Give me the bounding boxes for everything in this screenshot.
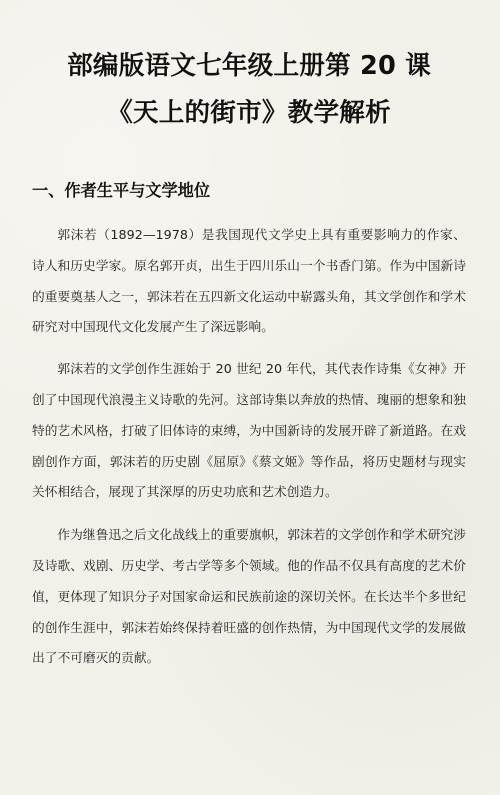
title-line-1: 部编版语文七年级上册第 20 课 xyxy=(67,51,431,81)
paragraph-1: 郭沫若（1892—1978）是我国现代文学史上具有重要影响力的作家、诗人和历史学家。原名郭开贞，出生于四川乐山一个书香门第。作为中国新诗的重要奠基人之一，郭沫若在五四新文化运动中崭露头角，其文学创作和学术研究对中国现代文化发展产生了深远影响。 xyxy=(32,227,466,335)
paragraph-2: 郭沫若的文学创作生涯始于 20 世纪 20 年代，其代表作诗集《女神》开创了中国现代浪漫主义诗歌的先河。这部诗集以奔放的热情、瑰丽的想象和独特的艺术风格，打破了旧体诗的束缚，为中国新诗的发展开辟了新道路。在戏剧创作方面，郭沫若的历史剧《屈原》《蔡文姬》等作品，将历史题材与现实关怀相结合，展现了其深厚的历史功底和艺术创造力。 xyxy=(32,361,466,500)
document-title xyxy=(32,43,466,137)
section-heading-author: 一、作者生平与文学地位 xyxy=(32,181,211,200)
paragraph-3: 作为继鲁迅之后文化战线上的重要旗帜，郭沫若的文学创作和学术研究涉及诗歌、戏剧、历史学、考古学等多个领域。他的作品不仅具有高度的艺术价值，更体现了知识分子对国家命运和民族前途的深切关怀。在长达半个多世纪的创作生涯中，郭沫若始终保持着旺盛的创作热情，为中国现代文学的发展做出了不可磨灭的贡献。 xyxy=(32,527,466,666)
title-line-2: 《天上的街市》教学解析 xyxy=(107,98,391,128)
